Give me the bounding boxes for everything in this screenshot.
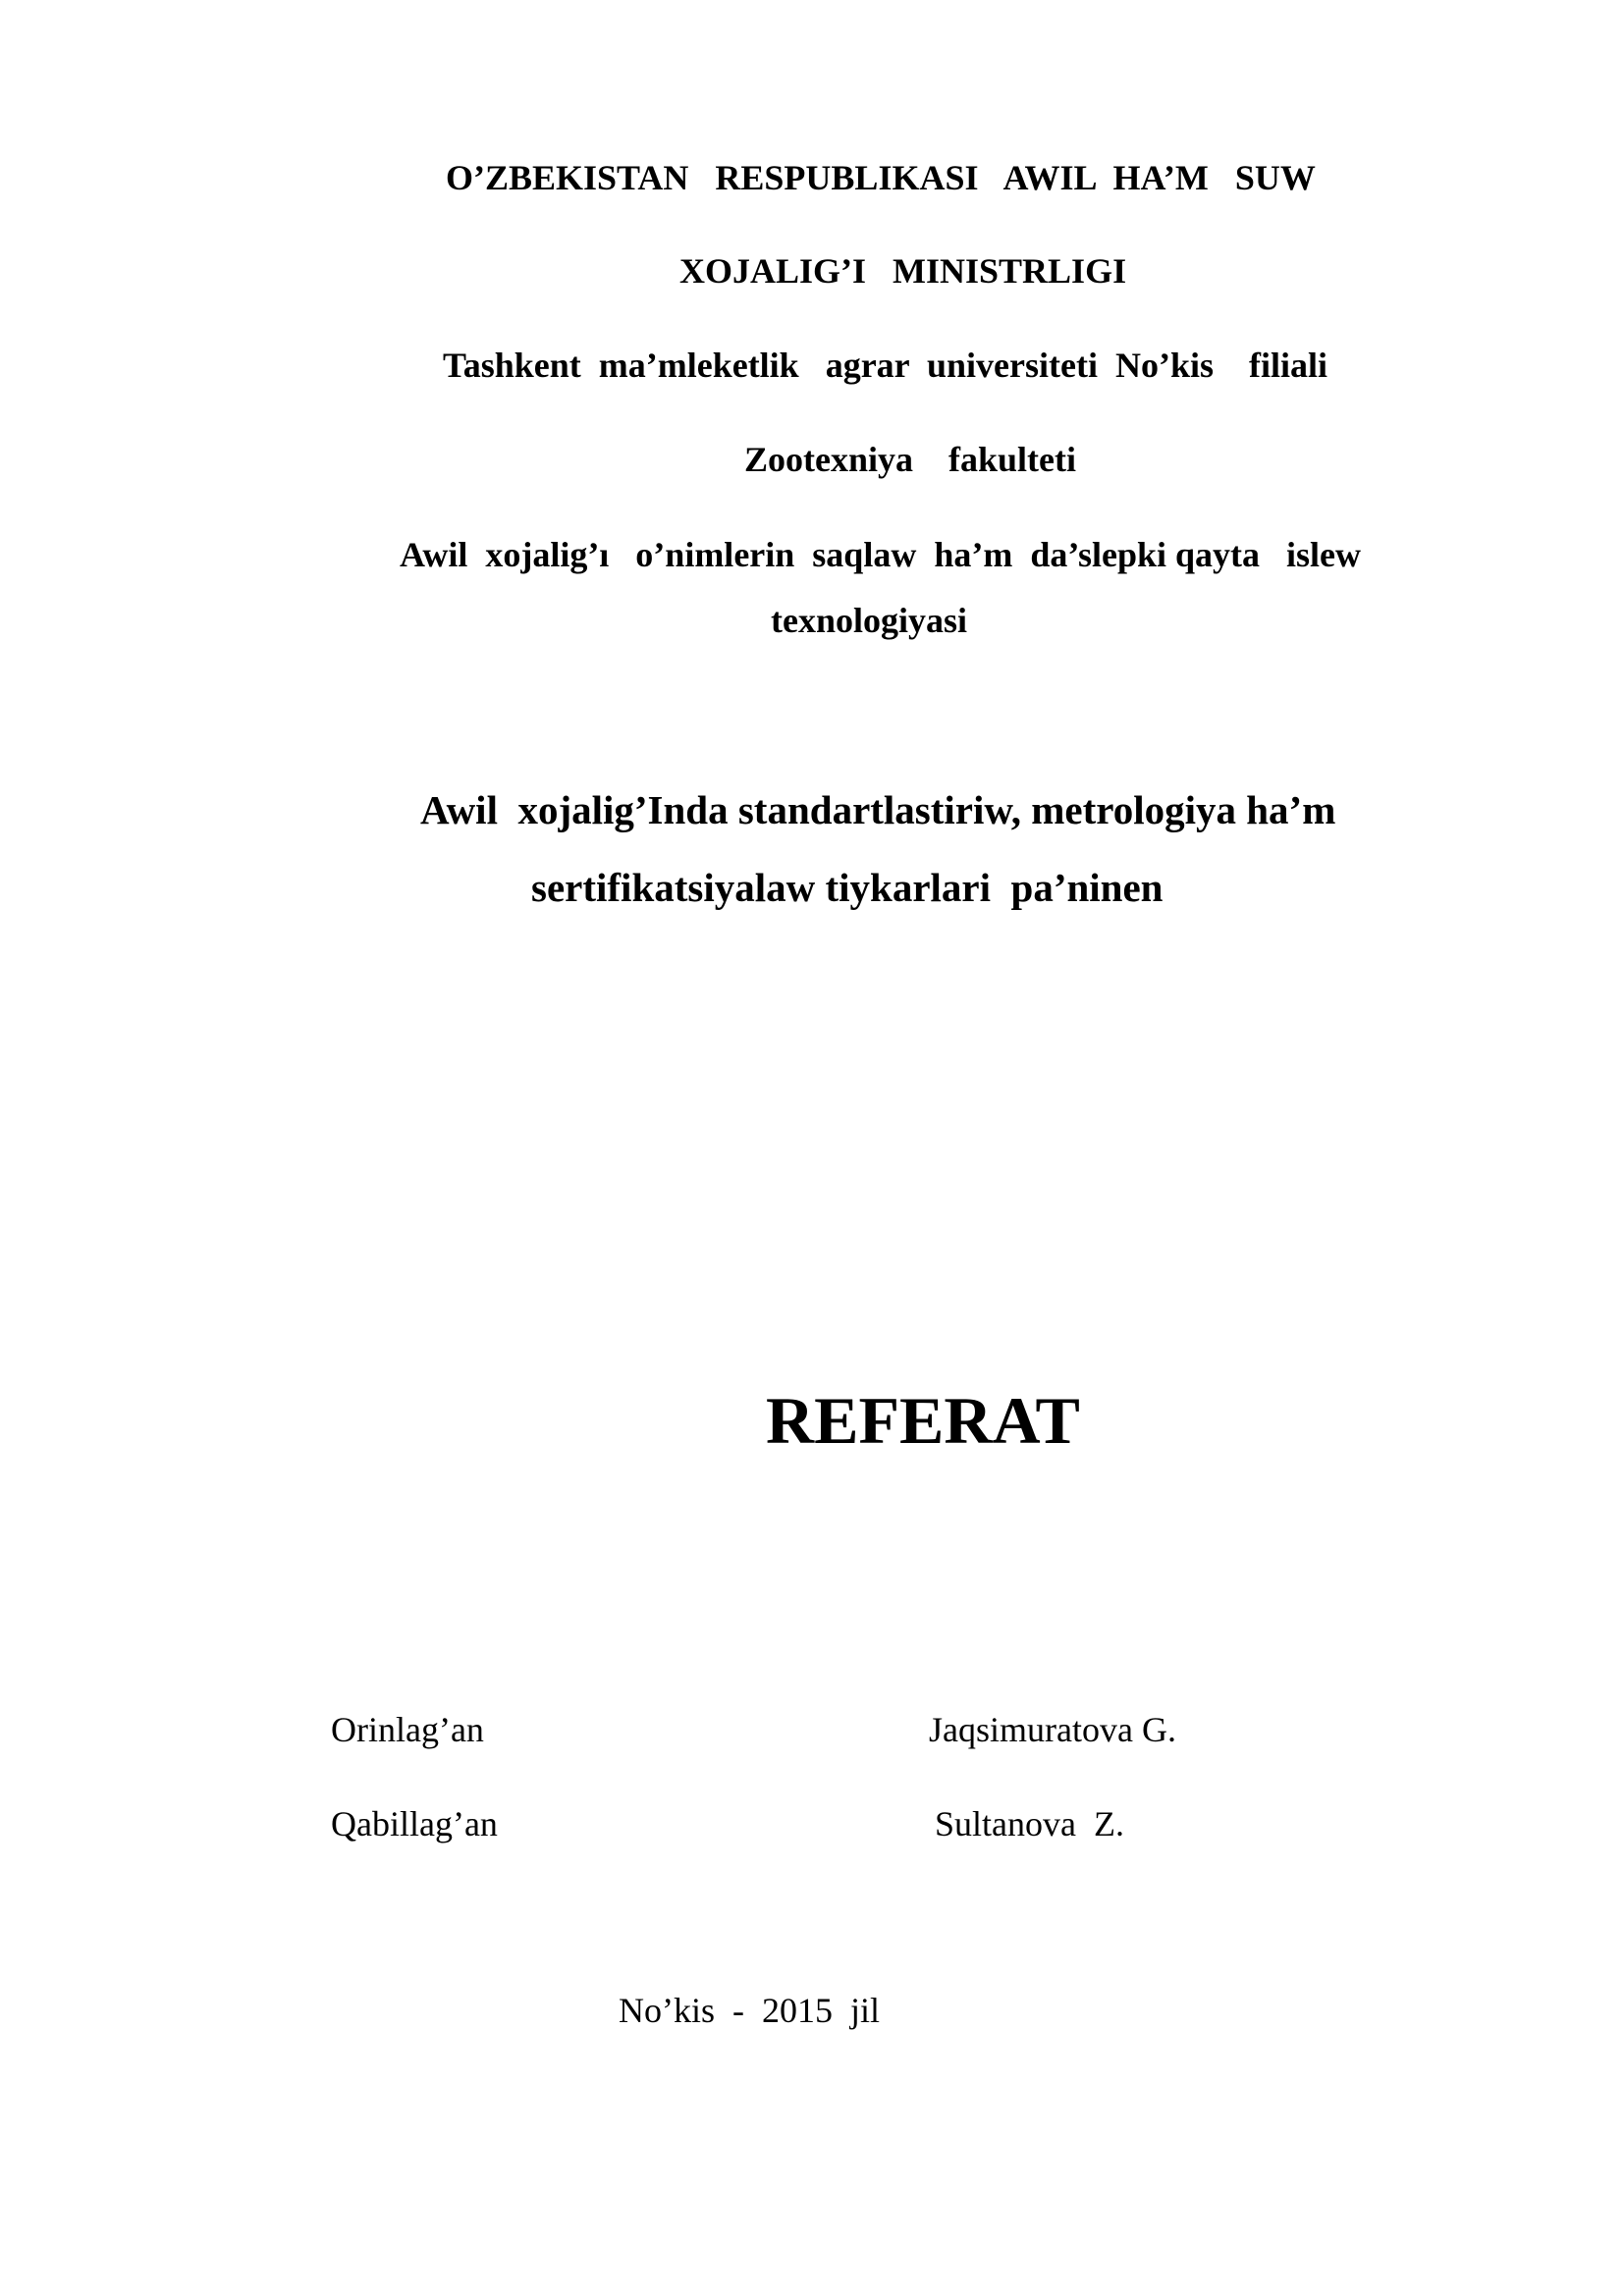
signature-name-reviewer: Sultanova Z. — [935, 1804, 1124, 1843]
subject-line-2: sertifikatsiyalaw tiykarlari pa’ninen — [531, 865, 1164, 910]
signature-name-performer: Jaqsimuratova G. — [929, 1710, 1176, 1749]
department-line-2: texnologiyasi — [771, 601, 968, 640]
place-and-year: No’kis - 2015 jil — [619, 1991, 880, 2030]
faculty-name: Zootexniya fakulteti — [744, 440, 1076, 479]
university-name: Tashkent ma’mleketlik agrar universiteti No’kis filiali — [443, 346, 1328, 385]
ministry-line-2: XOJALIG’I MINISTRLIGI — [679, 251, 1127, 291]
department-line-1: Awil xojalig’ı o’nimlerin saqlaw ha’m da’slepki qayta islew — [400, 535, 1362, 574]
subject-line-1: Awil xojalig’Inda standartlastiriw, metrologiya ha’m — [420, 787, 1336, 832]
signature-role-performer: Orinlag’an — [331, 1710, 484, 1749]
signature-role-reviewer: Qabillag’an — [331, 1804, 498, 1843]
document-type-title: REFERAT — [766, 1383, 1080, 1458]
ministry-line-1: O’ZBEKISTAN RESPUBLIKASI AWIL HA’M SUW — [446, 158, 1316, 197]
